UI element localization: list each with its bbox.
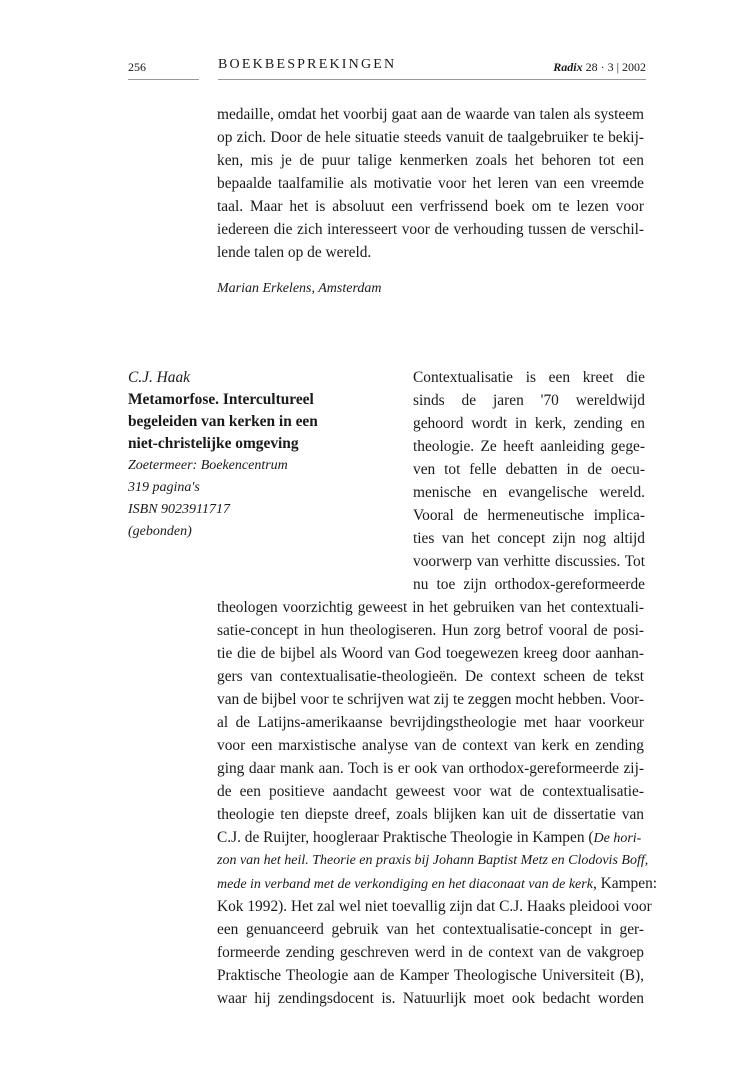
text-line: op zich. Door de hele situatie steeds vanuit de taalgebruiker te bekij-: [217, 129, 644, 146]
text-line: [217, 827, 644, 849]
citation-line: zon van het heil. Theorie en praxis bij Johann Baptist Metz en Clodovis Boff,: [217, 853, 649, 868]
header-rule-left: [128, 79, 199, 80]
text-line: Praktische Theologie aan de Kamper Theologische Universiteit (B),: [217, 967, 644, 984]
text-span: C.J. de Ruijter, hoogleraar Praktische Theologie in Kampen (: [217, 829, 594, 846]
text-line: lende talen op de wereld.: [217, 244, 372, 261]
text-line: ven tot felle debatten in de oecu-: [413, 461, 645, 478]
text-line: theologie. Ze heeft aanleiding gege-: [413, 438, 645, 455]
journal-issue: 28 · 3 | 2002: [585, 60, 646, 74]
text-line: iedereen die zich interesseert voor de verhouding tussen de verschil-: [217, 221, 644, 238]
text-line: [217, 873, 658, 895]
text-line: Vooral de hermeneutische implica-: [413, 507, 645, 524]
header-rule-right: [218, 79, 646, 80]
book-isbn: ISBN 9023911717: [128, 502, 231, 517]
text-line: taal. Maar het is absoluut een verfrissend boek om te lezen voor: [217, 198, 644, 215]
text-span: , Kampen:: [592, 875, 658, 892]
text-line: al de Latijns-amerikaanse bevrijdingstheologie met haar voorkeur: [217, 714, 644, 731]
text-line: menische en evangelische wereld.: [413, 484, 645, 501]
text-line: een genuanceerd gebruik van het contextualisatie-concept in ger-: [217, 921, 644, 938]
text-line: gers van contextualisatie-theologieën. De context scheen de tekst: [217, 668, 644, 685]
reviewer-signature: Marian Erkelens, Amsterdam: [217, 281, 382, 296]
text-line: bepaalde taalfamilie als motivatie voor het leren van een vreemde: [217, 175, 644, 192]
text-line: sinds de jaren '70 wereldwijd: [413, 392, 645, 409]
text-line: Kok 1992). Het zal wel niet toevallig zijn dat C.J. Haaks pleidooi voor: [217, 898, 652, 915]
text-line: tie die de bijbel als Woord van God toegewezen kreeg door aanhan-: [217, 645, 644, 662]
text-line: de een positieve aandacht geweest voor wat de contextualisatie-: [217, 783, 644, 800]
page-number: 256: [128, 60, 146, 74]
citation-title: mede in verband met de verkondiging en het diaconaat van de kerk: [217, 877, 593, 892]
text-line: theologie ten diepste dreef, zoals blijken kan uit de dissertatie van: [217, 806, 644, 823]
text-line: voorwerp van verhitte discussies. Tot: [413, 553, 645, 570]
book-binding: (gebonden): [128, 524, 192, 539]
text-line: medaille, omdat het voorbij gaat aan de waarde van talen als systeem: [217, 106, 644, 123]
text-line: satie-concept in hun theologiseren. Hun zorg betrof vooral de posi-: [217, 622, 644, 639]
book-title-line: begeleiden van kerken in een: [128, 413, 318, 430]
text-line: theologen voorzichtig geweest in het gebruiken van het contextuali-: [217, 599, 644, 616]
book-title-line: niet-christelijke omgeving: [128, 435, 299, 452]
text-line: ken, mis je de puur talige kenmerken zoals het behoren tot een: [217, 152, 644, 169]
running-header: [128, 56, 646, 80]
text-line: van de bijbel voor te schrijven wat zij te zeggen mocht hebben. Voor-: [217, 691, 644, 708]
text-line: gehoord wordt in kerk, zending en: [413, 415, 645, 432]
journal-reference: [553, 60, 646, 75]
text-line: Contextualisatie is een kreet die: [413, 369, 645, 386]
citation-title: De hori-: [593, 831, 642, 846]
text-line: waar hij zendingsdocent is. Natuurlijk moet ook bedacht worden: [217, 990, 644, 1007]
section-title: BOEKBESPREKINGEN: [218, 57, 397, 72]
journal-name: Radix: [553, 60, 583, 74]
book-author: C.J. Haak: [128, 369, 190, 386]
book-publisher: Zoetermeer: Boekencentrum: [128, 458, 288, 473]
book-pages: 319 pagina's: [128, 480, 200, 495]
text-line: formeerde zending geschreven werd in de context van de vakgroep: [217, 944, 644, 961]
text-line: ties van het concept zijn nog altijd: [413, 530, 645, 547]
text-line: nu toe zijn orthodox-gereformeerde: [413, 576, 645, 593]
text-line: ging daar mank aan. Toch is er ook van orthodox-gereformeerde zij-: [217, 760, 644, 777]
text-line: voor een marxistische analyse van de context van kerk en zending: [217, 737, 644, 754]
book-title-line: Metamorfose. Intercultureel: [128, 391, 314, 408]
